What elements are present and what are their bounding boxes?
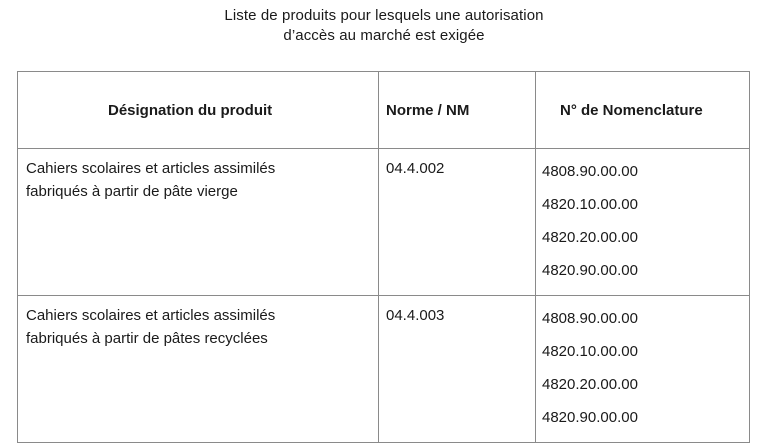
designation-line: fabriqués à partir de pâtes recyclées [26,330,268,347]
nomenclature-code: 4820.10.00.00 [542,196,638,213]
nomenclature-code: 4820.10.00.00 [542,343,638,360]
header-norme-label: Norme / NM [386,101,470,119]
document-title-line-1: Liste de produits pour lesquels une autorisation [224,7,544,24]
header-norme [379,72,536,149]
designation-line: fabriqués à partir de pâte vierge [26,183,238,200]
header-designation-label: Désignation du produit [108,101,273,119]
table-row [18,296,750,443]
designation-cell [18,296,379,443]
header-designation [18,72,379,149]
designation-cell [18,149,379,296]
nomenclature-list [536,302,749,434]
designation-line: Cahiers scolaires et articles assimilés [26,160,276,177]
header-nomenclature [536,72,750,149]
nomenclature-cell [536,296,750,443]
nomenclature-code: 4820.20.00.00 [542,229,638,246]
nomenclature-code: 4808.90.00.00 [542,163,638,180]
nomenclature-code: 4820.90.00.00 [542,262,638,279]
nomenclature-code: 4808.90.00.00 [542,310,638,327]
header-nomenclature-label: N° de Nomenclature [560,101,703,119]
table-header-row [18,72,750,149]
nomenclature-cell [536,149,750,296]
nomenclature-code: 4820.90.00.00 [542,409,638,426]
table-row [18,149,750,296]
document-title [0,6,768,46]
document-title-line-2: d’accès au marché est exigée [283,27,485,44]
norme-cell: 04.4.002 [379,149,536,296]
norme-cell: 04.4.003 [379,296,536,443]
product-table [17,71,750,443]
nomenclature-list [536,155,749,287]
designation-line: Cahiers scolaires et articles assimilés [26,307,276,324]
nomenclature-code: 4820.20.00.00 [542,376,638,393]
